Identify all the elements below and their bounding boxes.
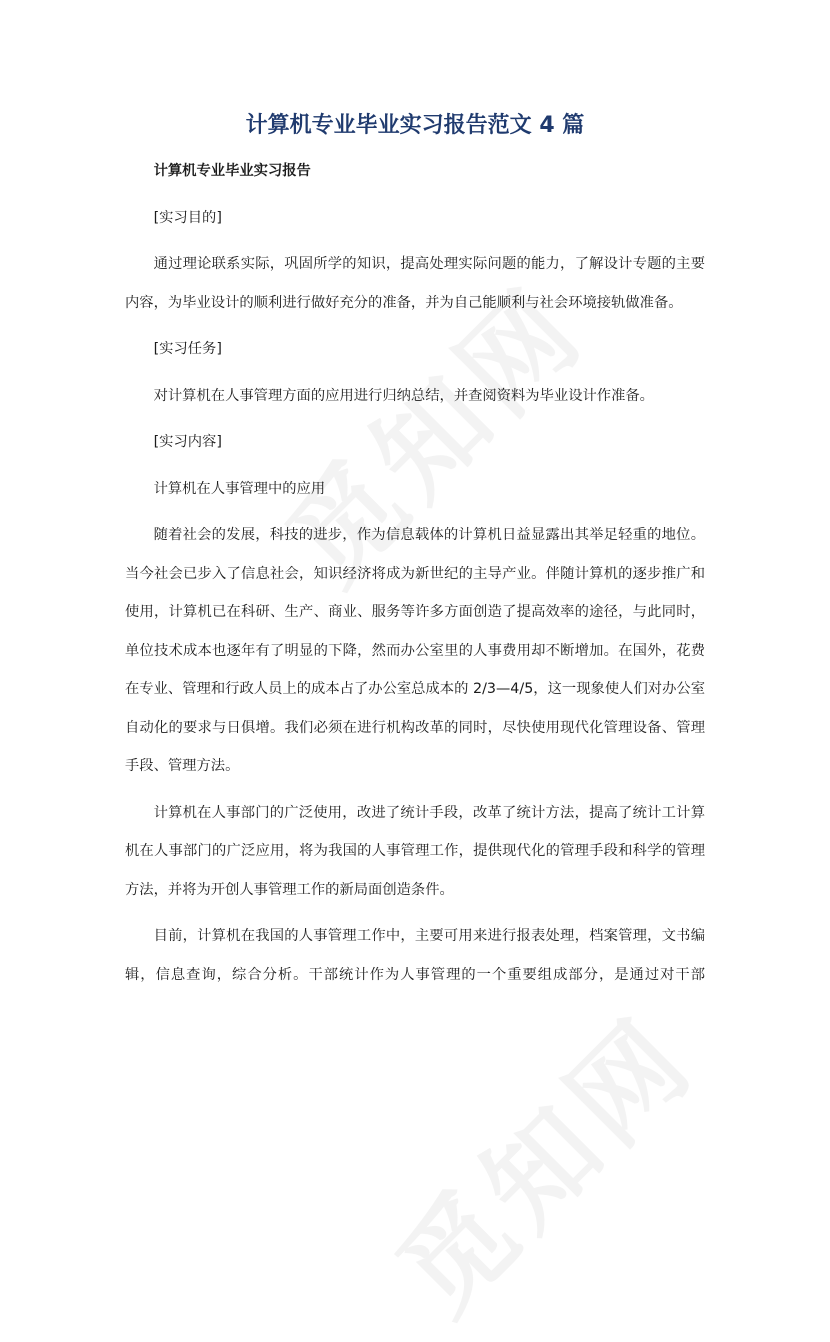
paragraph-current-status: 目前，计算机在我国的人事管理工作中，主要可用来进行报表处理，档案管理，文书编辑，信息查询，综合分析。干部统计作为人事管理的一个重要组成部分，是通过对干部	[125, 928, 705, 983]
paragraph-usage: 计算机在人事部门的广泛使用，改进了统计手段，改革了统计方法，提高了统计工计算机在人事部门的广泛应用，将为我国的人事管理工作，提供现代化的管理手段和科学的管理方法，并将为开创人事管理工作的新局面创造条件。	[125, 804, 705, 898]
paragraph-background: 随着社会的发展，科技的进步，作为信息载体的计算机日益显露出其举足轻重的地位。当今社会已步入了信息社会，知识经济将成为新世纪的主导产业。伴随计算机的逐步推广和使用，计算机已在科研、生产、商业、服务等许多方面创造了提高效率的途径，与此同时，单位技术成本也逐年有了明显的下降，然而办公室里的人事费用却不断增加。在国外，花费在专业、管理和行政人员上的成本占了办公室总成本的 2/3—4/5，这一现象使人们对办公室自动化的要求与日俱增。我们必须在进行机构改革的同时，尽快使用现代化管理设备、管理手段、管理方法。	[125, 527, 705, 774]
document-title: 计算机专业毕业实习报告范文 4 篇	[245, 113, 585, 138]
paragraph-purpose: 通过理论联系实际，巩固所学的知识，提高处理实际问题的能力，了解设计专题的主要内容，为毕业设计的顺利进行做好充分的准备，并为自己能顺利与社会环境接轨做准备。	[125, 256, 705, 311]
watermark-logo	[357, 976, 723, 1342]
section-heading-purpose: [实习目的]	[153, 209, 222, 226]
paragraph-task: 对计算机在人事管理方面的应用进行归纳总结，并查阅资料为毕业设计作准备。	[153, 387, 654, 404]
document-body	[125, 152, 705, 1002]
section-heading-content: [实习内容]	[153, 434, 222, 450]
content-subheading: 计算机在人事管理中的应用	[153, 480, 326, 497]
report-subtitle: 计算机专业毕业实习报告	[153, 163, 311, 179]
section-heading-task: [实习任务]	[153, 341, 222, 357]
